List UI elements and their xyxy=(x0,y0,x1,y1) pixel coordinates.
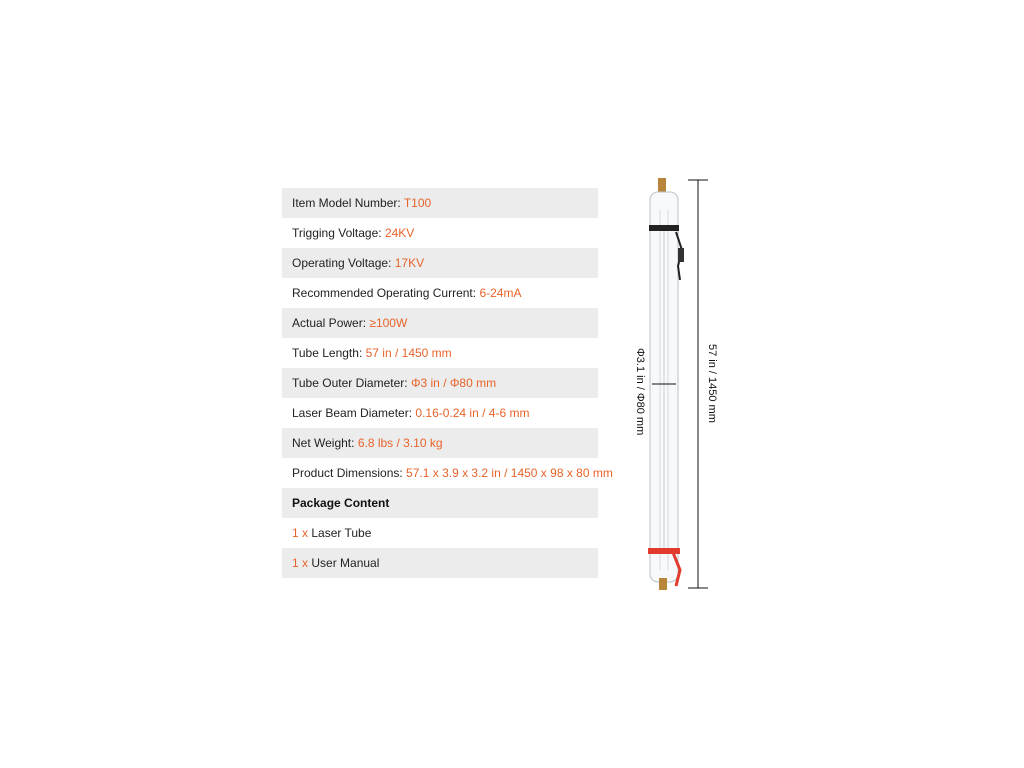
package-item xyxy=(282,548,598,578)
spec-table xyxy=(282,188,613,578)
spec-value: 57 in / 1450 mm xyxy=(365,346,452,360)
spec-row-model xyxy=(282,188,598,218)
spec-row-tube-diameter xyxy=(282,368,598,398)
spec-label: Tube Outer Diameter: xyxy=(292,376,411,390)
diameter-label: Φ3.1 in / Φ80 mm xyxy=(634,348,646,436)
spec-value: 6.8 lbs / 3.10 kg xyxy=(357,436,443,450)
package-item-qty: 1 x xyxy=(292,556,309,570)
package-item-label: Laser Tube xyxy=(308,526,372,540)
spec-row-trigging-voltage xyxy=(282,218,598,248)
spec-row-operating-current xyxy=(282,278,598,308)
spec-label: Laser Beam Diameter: xyxy=(292,406,416,420)
spec-label: Operating Voltage: xyxy=(292,256,395,270)
spec-value: 17KV xyxy=(394,256,425,270)
spec-row-beam-diameter xyxy=(282,398,598,428)
spec-label: Trigging Voltage: xyxy=(292,226,385,240)
spec-label: Tube Length: xyxy=(292,346,366,360)
spec-row-operating-voltage xyxy=(282,248,598,278)
spec-value: Φ3 in / Φ80 mm xyxy=(410,376,497,390)
spec-value: ≥100W xyxy=(369,316,408,330)
spec-row-actual-power xyxy=(282,308,598,338)
tube-top-cap xyxy=(658,178,666,192)
spec-row-net-weight xyxy=(282,428,598,458)
length-label: 57 in / 1450 mm xyxy=(706,344,718,423)
spec-value: 6-24mA xyxy=(479,286,522,300)
spec-value: 24KV xyxy=(384,226,415,240)
spec-value: 0.16-0.24 in / 4-6 mm xyxy=(415,406,530,420)
tube-bottom-cap xyxy=(659,578,667,590)
spec-value: 57.1 x 3.9 x 3.2 in / 1450 x 98 x 80 mm xyxy=(406,466,613,480)
package-item-label: User Manual xyxy=(308,556,380,570)
spec-label: Actual Power: xyxy=(292,316,370,330)
spec-label: Product Dimensions: xyxy=(292,466,407,480)
spec-row-dimensions xyxy=(282,458,613,488)
tube-red-strap xyxy=(648,548,680,554)
spec-label: Net Weight: xyxy=(292,436,358,450)
spec-value: T100 xyxy=(403,196,432,210)
spec-label: Item Model Number: xyxy=(292,196,404,210)
package-item xyxy=(282,518,598,548)
spec-row-tube-length xyxy=(282,338,598,368)
laser-tube-figure xyxy=(610,170,730,600)
package-content-heading: Package Content xyxy=(282,488,598,518)
tube-band xyxy=(649,225,679,231)
package-item-qty: 1 x xyxy=(292,526,309,540)
spec-label: Recommended Operating Current: xyxy=(292,286,480,300)
